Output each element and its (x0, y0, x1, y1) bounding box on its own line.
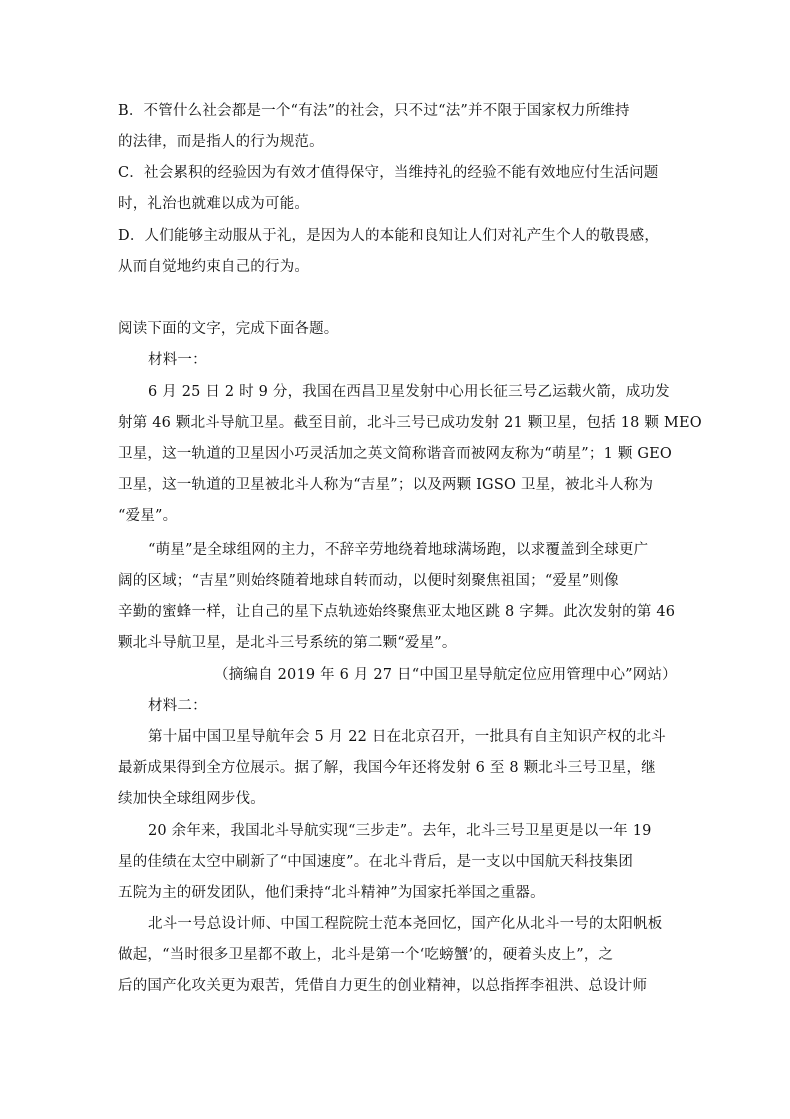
material-2-paragraph-2 (118, 816, 678, 909)
m1p2-line-2: 阔的区域；“吉星”则始终随着地球自转而动，以便时刻聚焦祖国；“爱星”则像 (118, 573, 619, 589)
m1p2-line-4: 颗北斗导航卫星，是北斗三号系统的第二颗“爱星”。 (118, 635, 457, 651)
material-1-source-text: （摘编自 2019 年 6 月 27 日“中国卫星导航定位应用管理中心”网站） (214, 667, 677, 683)
material-2-label (118, 691, 678, 722)
material-2-paragraph-3 (118, 909, 678, 1002)
m2p2-line-1: 20 余年来，我国北斗导航实现“三步走”。去年，北斗三号卫星更是以一年 19 (148, 823, 652, 839)
reading-prompt-text: 阅读下面的文字，完成下面各题。 (118, 321, 339, 337)
option-d-line-1: D．人们能够主动服从于礼，是因为人的本能和良知让人们对礼产生个人的敬畏感， (118, 228, 660, 244)
option-d-line-2: 从而自觉地约束自己的行为。 (118, 259, 310, 275)
material-1-paragraph-2 (118, 535, 678, 659)
option-d (118, 221, 678, 283)
m1p1-line-3: 卫星，这一轨道的卫星因小巧灵活加之英文简称谐音而被网友称为“萌星”；1 颗 GEO (118, 446, 673, 462)
m1p1-line-5: “爱星”。 (118, 508, 178, 524)
m2p2-line-3: 五院为主的研发团队，他们秉持“北斗精神”为国家托举国之重器。 (118, 885, 545, 901)
option-c-line-2: 时，礼治也就难以成为可能。 (118, 196, 310, 212)
m2p3-line-1: 北斗一号总设计师、中国工程院院士范本尧回忆，国产化从北斗一号的太阳帆板 (148, 916, 663, 932)
material-1-source (118, 660, 678, 691)
option-c (118, 158, 678, 220)
m2p2-line-2: 星的佳绩在太空中刷新了“中国速度”。在北斗背后，是一支以中国航天科技集团 (118, 854, 634, 870)
reading-prompt (118, 314, 678, 345)
material-2-paragraph-1 (118, 722, 678, 815)
m1p2-line-3: 辛勤的蜜蜂一样，让自己的星下点轨迹始终聚焦亚太地区跳 8 字舞。此次发射的第 46 (118, 604, 676, 620)
m1p1-line-1: 6 月 25 日 2 时 9 分，我国在西昌卫星发射中心用长征三号乙运载火箭，成功发 (148, 384, 670, 400)
m1p1-line-4: 卫星，这一轨道的卫星被北斗人称为“吉星”；以及两颗 IGSO 卫星，被北斗人称为 (118, 477, 654, 493)
material-1-paragraph-1 (118, 377, 702, 532)
material-1-label-text: 材料一： (148, 352, 207, 368)
m2p3-line-2: 做起，“当时很多卫星都不敢上，北斗是第一个‘吃螃蟹’的，硬着头皮上”，之 (118, 947, 614, 963)
option-b (118, 96, 678, 158)
material-1-label (118, 345, 678, 376)
m1p1-line-2: 射第 46 颗北斗导航卫星。截至目前，北斗三号已成功发射 21 颗卫星，包括 18 颗 MEO (118, 415, 702, 431)
m2p1-line-3: 续加快全球组网步伐。 (118, 791, 265, 807)
m1p2-line-1: “萌星”是全球组网的主力，不辞辛劳地绕着地球满场跑，以求覆盖到全球更广 (148, 542, 649, 558)
m2p3-line-3: 后的国产化攻关更为艰苦，凭借自力更生的创业精神，以总指挥李祖洪、总设计师 (118, 978, 648, 994)
m2p1-line-1: 第十届中国卫星导航年会 5 月 22 日在北京召开，一批具有自主知识产权的北斗 (148, 729, 666, 745)
option-b-line-2: 的法律，而是指人的行为规范。 (118, 134, 324, 150)
option-b-line-1: B．不管什么社会都是一个“有法”的社会，只不过“法”并不限于国家权力所维持 (118, 103, 630, 119)
m2p1-line-2: 最新成果得到全方位展示。据了解，我国今年还将发射 6 至 8 颗北斗三号卫星，继 (118, 760, 656, 776)
material-2-label-text: 材料二： (148, 698, 207, 714)
option-c-line-1: C．社会累积的经验因为有效才值得保守，当维持礼的经验不能有效地应付生活问题 (118, 165, 659, 181)
